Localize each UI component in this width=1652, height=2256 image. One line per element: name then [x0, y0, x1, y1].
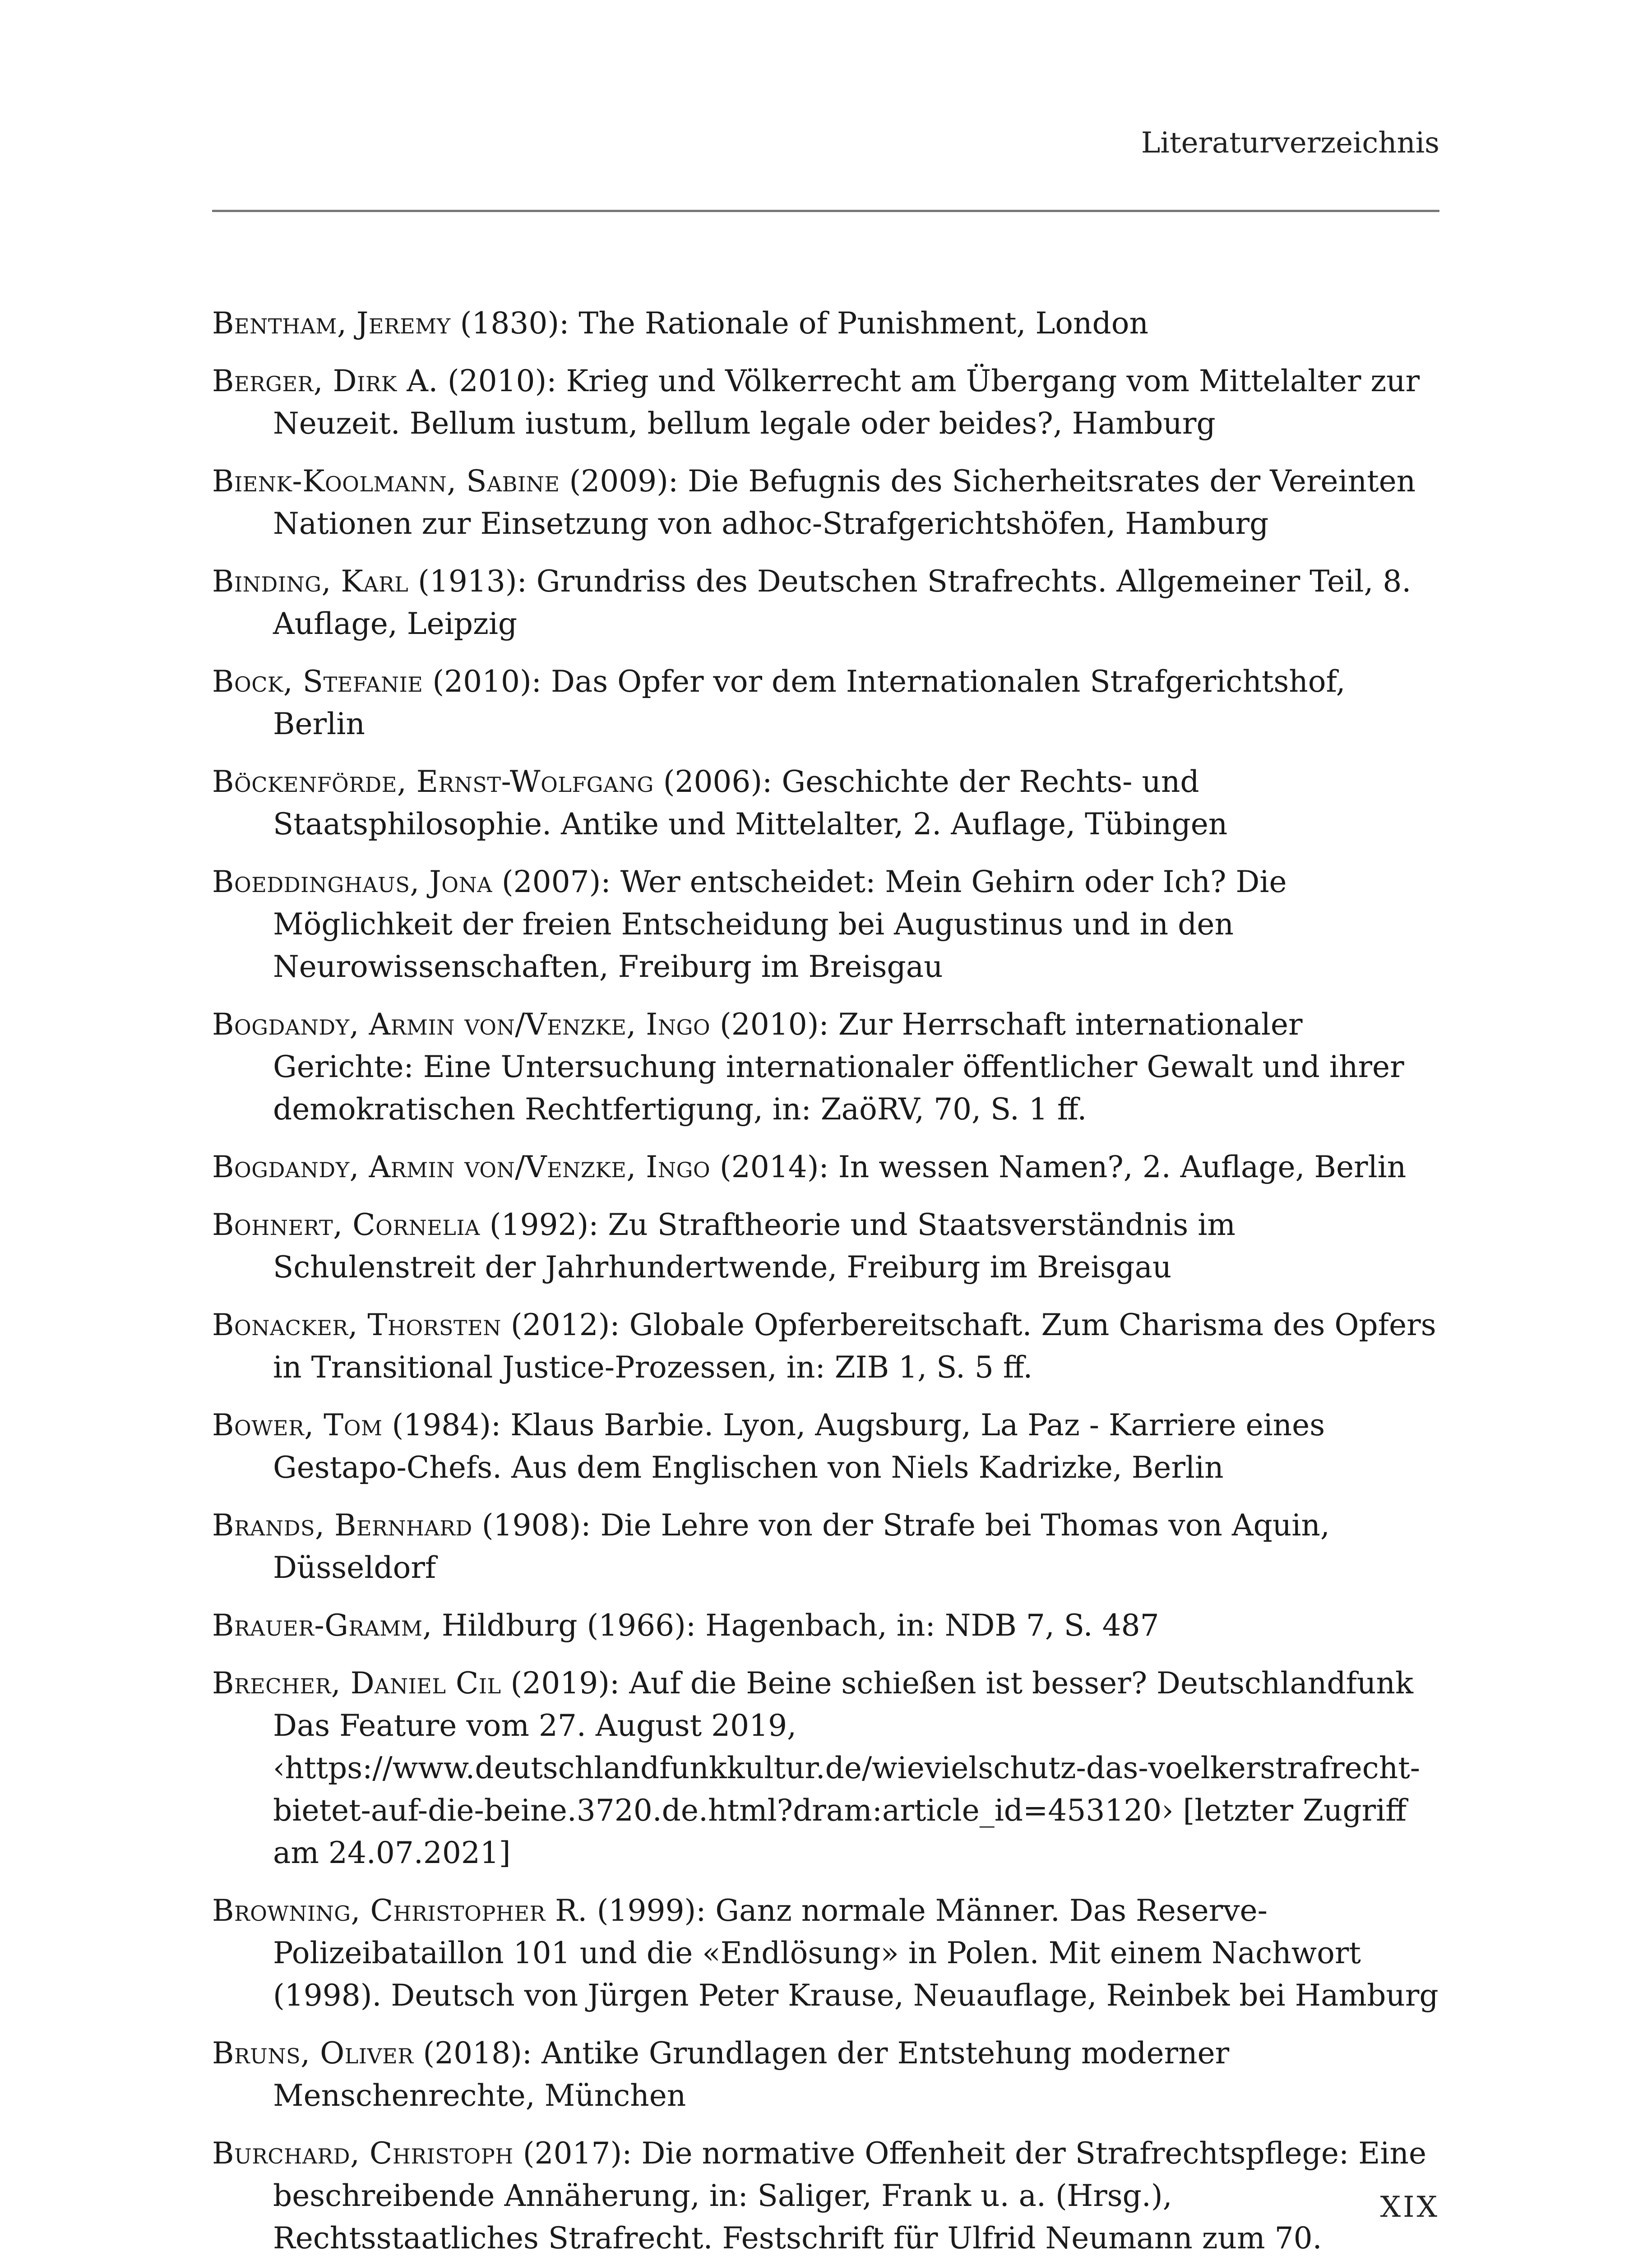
entry-author: Bienk-Koolmann, Sabine [212, 464, 560, 499]
entry-author: Brauer-Gramm, [212, 1608, 432, 1643]
entry-author: Böckenförde, Ernst-Wolfgang [212, 764, 654, 799]
bibliography-entry [212, 861, 1442, 988]
entry-details: (2017): Die normative Offenheit der Strafrechtspflege: Eine beschreibende Annäherung, in: Saliger, Frank u. a. (Hrsg.), Rechtsstaatliches Strafrecht. Festschrift für Ulfrid Neumann zum 70. [273, 2136, 1427, 2256]
entry-author: Brecher, Daniel Cil [212, 1666, 501, 1701]
entry-author: Bohnert, Cornelia [212, 1207, 480, 1242]
running-title: Literaturverzeichnis [1141, 126, 1439, 160]
entry-author: Binding, Karl [212, 564, 409, 599]
bibliography-entry [212, 1003, 1442, 1131]
bibliography-entry [212, 1604, 1442, 1647]
entry-details: (1913): Grundriss des Deutschen Strafrechts. Allgemeiner Teil, 8. Auflage, Leipzig [273, 564, 1411, 641]
bibliography-entry [212, 560, 1442, 645]
entry-details: (2009): Die Befugnis des Sicherheitsrates der Vereinten Nationen zur Einsetzung von adhoc-Strafgerichtshöfen, Hamburg [273, 464, 1416, 541]
entry-details: (2012): Globale Opferbereitschaft. Zum Charisma des Opfers in Transitional Justice-Prozessen, in: ZIB 1, S. 5 ff. [273, 1308, 1436, 1385]
entry-author: Bogdandy, Armin von/Venzke, Ingo [212, 1150, 711, 1184]
bibliography-list [212, 302, 1442, 2256]
entry-details: (2010): Krieg und Völkerrecht am Übergang vom Mittelalter zur Neuzeit. Bellum iustum, bellum legale oder beides?, Hamburg [273, 364, 1420, 441]
bibliography-entry [212, 460, 1442, 545]
entry-author: Bentham, Jeremy [212, 306, 451, 341]
entry-author: Berger, Dirk A. [212, 364, 438, 398]
bibliography-entry [212, 1890, 1442, 2017]
entry-details: (1992): Zu Straftheorie und Staatsverständnis im Schulenstreit der Jahrhundertwende, Freiburg im Breisgau [273, 1207, 1236, 1285]
entry-details: (2010): Zur Herrschaft internationaler Gerichte: Eine Untersuchung internationaler öffentlicher Gewalt und ihrer demokratischen Rechtfertigung, in: ZaöRV, 70, S. 1 ff. [273, 1007, 1404, 1127]
bibliography-entry [212, 1404, 1442, 1489]
entry-author: Boeddinghaus, Jona [212, 864, 492, 899]
header-rule [212, 210, 1439, 212]
bibliography-entry [212, 1504, 1442, 1589]
bibliography-entry [212, 1662, 1442, 1874]
entry-author: Bonacker, Thorsten [212, 1308, 501, 1342]
bibliography-entry [212, 302, 1442, 345]
entry-details: (1830): The Rationale of Punishment, London [450, 306, 1149, 341]
bibliography-entry [212, 360, 1442, 445]
bibliography-entry [212, 1304, 1442, 1389]
entry-details: (1984): Klaus Barbie. Lyon, Augsburg, La Paz - Karriere eines Gestapo-Chefs. Aus dem Englischen von Niels Kadrizke, Berlin [273, 1408, 1325, 1485]
entry-details: (2010): Das Opfer vor dem Internationalen Strafgerichtshof, Berlin [273, 664, 1346, 741]
entry-author: Browning, Christopher R. [212, 1893, 588, 1928]
bibliography-entry [212, 661, 1442, 745]
entry-details: (1908): Die Lehre von der Strafe bei Thomas von Aquin, Düsseldorf [273, 1508, 1330, 1585]
bibliography-entry [212, 1146, 1442, 1188]
entry-details: (2006): Geschichte der Rechts- und Staatsphilosophie. Antike und Mittelalter, 2. Auflage, Tübingen [273, 764, 1228, 841]
entry-details: (2014): In wessen Namen?, 2. Auflage, Berlin [710, 1150, 1407, 1184]
entry-details: (1999): Ganz normale Männer. Das Reserve-Polizeibataillon 101 und die «Endlösung» in Polen. Mit einem Nachwort (1998). Deutsch von Jürgen Peter Krause, Neuauflage, Reinbek bei Hamburg [273, 1893, 1439, 2013]
entry-author: Brands, Bernhard [212, 1508, 472, 1543]
page-number: XIX [1380, 2191, 1439, 2224]
entry-author: Bock, Stefanie [212, 664, 423, 699]
entry-author: Bogdandy, Armin von/Venzke, Ingo [212, 1007, 711, 1042]
bibliography-entry [212, 1204, 1442, 1289]
entry-author: Bower, Tom [212, 1408, 383, 1442]
entry-details: (2007): Wer entscheidet: Mein Gehirn oder Ich? Die Möglichkeit der freien Entscheidung bei Augustinus und in den Neurowissenschaften, Freiburg im Breisgau [273, 864, 1287, 984]
entry-details: (2019): Auf die Beine schießen ist besser? Deutschlandfunk Das Feature vom 27. August 2019, ‹https://www.deutschlandfunkkultur.de/wievielschutz-das-voelkerstrafrecht-bietet-auf-die-beine.3720.de.html?dram:article_id=453120› [letzter Zugriff am 24.07.2021] [273, 1666, 1421, 1870]
entry-details: (2018): Antike Grundlagen der Entstehung moderner Menschenrechte, München [273, 2036, 1230, 2113]
bibliography-entry [212, 2032, 1442, 2117]
entry-author: Bruns, Oliver [212, 2036, 414, 2071]
bibliography-entry [212, 761, 1442, 846]
entry-details: Hildburg (1966): Hagenbach, in: NDB 7, S. 487 [432, 1608, 1159, 1643]
entry-author: Burchard, Christoph [212, 2136, 514, 2171]
